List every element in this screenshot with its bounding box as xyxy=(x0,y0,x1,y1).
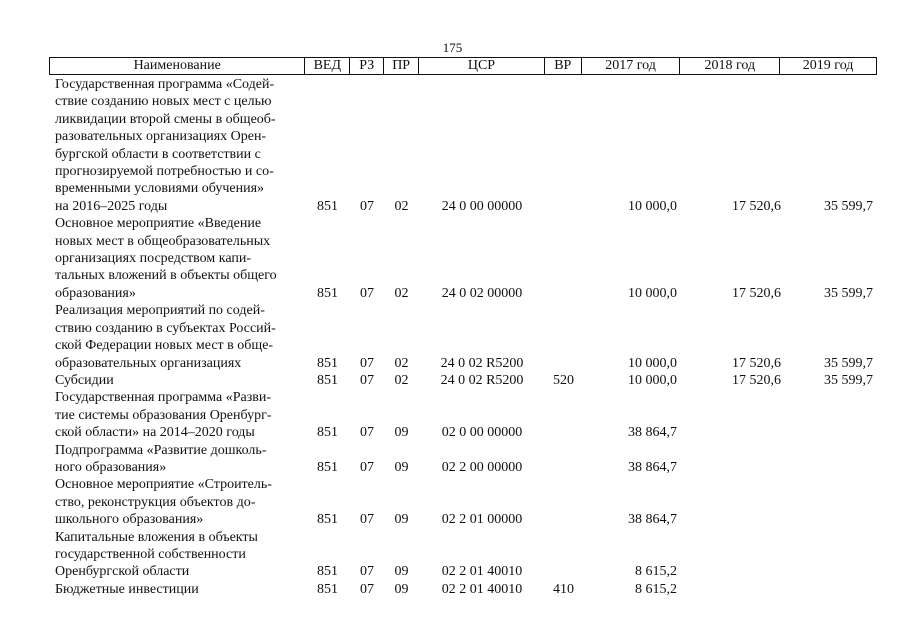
row-csr: 24 0 00 00000 xyxy=(441,198,523,214)
row-name: Субсидии xyxy=(55,372,114,388)
table-row xyxy=(49,389,877,441)
row-rz: 07 xyxy=(360,355,374,371)
row-2019: 35 599,7 xyxy=(824,285,873,301)
row-csr: 02 2 01 40010 xyxy=(441,581,523,597)
row-2018: 17 520,6 xyxy=(732,372,781,388)
row-2019: 35 599,7 xyxy=(824,355,873,371)
row-name: Реализация мероприятий по содей- ствию созданию в субъектах Россий- ской Федерации новых мест в обще- образовательных организациях xyxy=(55,303,276,371)
row-rz: 07 xyxy=(360,372,374,388)
row-csr: 02 2 01 00000 xyxy=(441,512,523,528)
row-pr: 09 xyxy=(394,564,409,580)
row-2019: 35 599,7 xyxy=(824,372,873,388)
table-header xyxy=(49,57,877,75)
row-name: Бюджетные инвестиции xyxy=(55,581,199,597)
row-ved: 851 xyxy=(317,285,338,301)
page-number: 175 xyxy=(442,40,463,55)
row-pr: 02 xyxy=(394,355,409,371)
header-name: Наименование xyxy=(50,58,305,74)
row-ved: 851 xyxy=(317,425,338,441)
row-2017: 10 000,0 xyxy=(628,372,677,388)
row-rz: 07 xyxy=(360,198,374,214)
row-csr: 24 0 02 R5200 xyxy=(440,355,524,371)
row-ved: 851 xyxy=(317,459,338,475)
header-2017: 2017 год xyxy=(582,58,681,74)
row-name: Основное мероприятие «Строитель- ство, реконструкция объектов до- школьного образования» xyxy=(55,477,272,528)
row-2017: 38 864,7 xyxy=(628,425,677,441)
row-pr: 09 xyxy=(394,459,409,475)
row-ved: 851 xyxy=(317,372,338,388)
row-csr: 02 2 01 40010 xyxy=(441,564,523,580)
row-name: Капитальные вложения в объекты государственной собственности Оренбургской области xyxy=(55,529,258,580)
row-name: Подпрограмма «Развитие дошколь- ного образования» xyxy=(55,442,267,475)
row-pr: 02 xyxy=(394,285,409,301)
row-csr: 24 0 02 00000 xyxy=(441,285,523,301)
row-name: Основное мероприятие «Введение новых мест в общеобразовательных организациях посредством капи- тальных вложений в объекты общего образования» xyxy=(55,216,277,301)
row-2019: 35 599,7 xyxy=(824,198,873,214)
row-pr: 09 xyxy=(394,581,409,597)
row-rz: 07 xyxy=(360,581,374,597)
row-ved: 851 xyxy=(317,355,338,371)
row-csr: 02 0 00 00000 xyxy=(441,425,523,441)
row-pr: 09 xyxy=(394,425,409,441)
row-2017: 38 864,7 xyxy=(628,459,677,475)
row-2017: 8 615,2 xyxy=(635,564,677,580)
row-pr: 02 xyxy=(394,372,409,388)
row-name: Государственная программа «Разви- тие системы образования Оренбург- ской области» на 2014–2020 годы xyxy=(55,390,272,441)
row-rz: 07 xyxy=(360,425,374,441)
row-2018: 17 520,6 xyxy=(732,355,781,371)
header-pr: ПР xyxy=(384,58,419,74)
table-row xyxy=(49,581,877,598)
table-body xyxy=(49,76,877,598)
row-ved: 851 xyxy=(317,198,338,214)
row-vr: 410 xyxy=(553,581,574,597)
table-row xyxy=(49,442,877,477)
row-csr: 24 0 02 R5200 xyxy=(440,372,524,388)
row-2017: 10 000,0 xyxy=(628,198,677,214)
row-rz: 07 xyxy=(360,564,374,580)
header-csr: ЦСР xyxy=(419,58,545,74)
table-row xyxy=(49,529,877,581)
header-2018: 2018 год xyxy=(680,58,780,74)
header-rz: РЗ xyxy=(350,58,384,74)
row-ved: 851 xyxy=(317,581,338,597)
row-vr: 520 xyxy=(553,372,574,388)
table-row xyxy=(49,372,877,389)
header-vr: ВР xyxy=(545,58,582,74)
row-2017: 10 000,0 xyxy=(628,285,677,301)
table-row xyxy=(49,215,877,302)
table-row xyxy=(49,476,877,528)
row-rz: 07 xyxy=(360,285,374,301)
row-rz: 07 xyxy=(360,512,374,528)
header-2019: 2019 год xyxy=(802,58,854,73)
table-row xyxy=(49,76,877,215)
row-csr: 02 2 00 00000 xyxy=(441,459,523,475)
row-rz: 07 xyxy=(360,459,374,475)
row-2018: 17 520,6 xyxy=(732,198,781,214)
row-pr: 02 xyxy=(394,198,409,214)
row-2017: 8 615,2 xyxy=(635,581,677,597)
row-ved: 851 xyxy=(317,512,338,528)
row-ved: 851 xyxy=(317,564,338,580)
row-2017: 38 864,7 xyxy=(628,512,677,528)
table-row xyxy=(49,302,877,372)
row-2017: 10 000,0 xyxy=(628,355,677,371)
row-2018: 17 520,6 xyxy=(732,285,781,301)
header-ved: ВЕД xyxy=(305,58,350,74)
row-pr: 09 xyxy=(394,512,409,528)
row-name: Государственная программа «Содей- ствие созданию новых мест с целью ликвидации второй смены в общеоб- разовательных организациях Орен- бургской области в соответствии с прогнозируемой потребностью и со- временными условиями обучения» на 2016–2025 годы xyxy=(55,77,276,214)
